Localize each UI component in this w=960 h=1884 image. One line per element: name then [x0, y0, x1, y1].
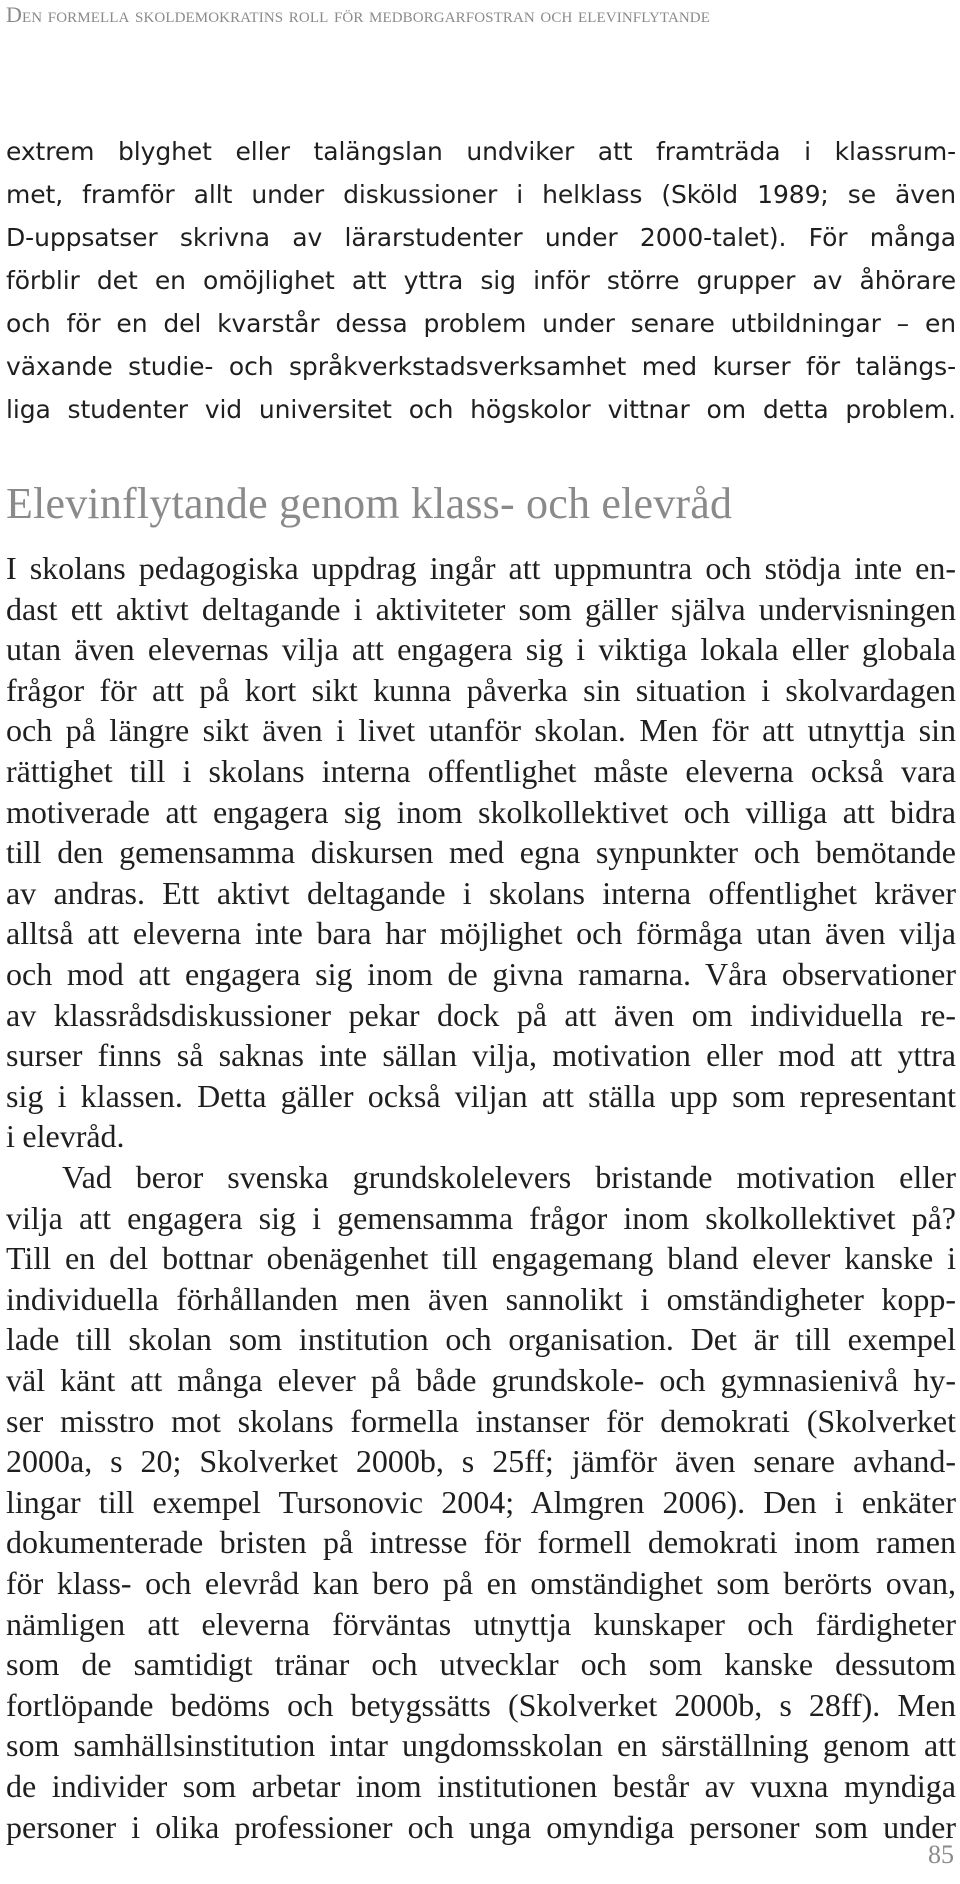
text-line: 2000a, s 20; Skolverket 2000b, s 25ff; jämför även senare avhand-	[6, 1443, 956, 1480]
text-line: som samhällsinstitution intar ungdomsskolan en särställning genom att	[6, 1727, 956, 1764]
paragraph-1	[6, 548, 956, 1157]
text-line: dokumenterade bristen på intresse för formell demokrati inom ramen	[6, 1524, 956, 1561]
text-line: D-uppsatser skrivna av lärarstudenter under 2000-talet). För många	[6, 223, 956, 252]
text-line: till den gemensamma diskursen med egna synpunkter och bemötande	[6, 834, 956, 871]
running-header: Den formella skoldemokratins roll för medborgarfostran och elevinflytande	[6, 2, 711, 27]
text-line: nämligen att eleverna förväntas utnyttja kunskaper och färdigheter	[6, 1605, 956, 1642]
text-line: och för en del kvarstår dessa problem under senare utbildningar – en	[6, 309, 956, 338]
text-line: liga studenter vid universitet och högskolor vittnar om detta problem.	[6, 395, 956, 424]
text-line: personer i olika professioner och unga omyndiga personer som under	[6, 1808, 956, 1845]
text-line: extrem blyghet eller talängslan undviker att framträda i klassrum-	[6, 137, 956, 166]
text-line: surser finns så saknas inte sällan vilja, motivation eller mod att yttra	[6, 1037, 956, 1074]
text-line: utan även elevernas vilja att engagera sig i viktiga lokala eller globala	[6, 631, 956, 668]
text-line: ser misstro mot skolans formella instanser för demokrati (Skolverket	[6, 1402, 956, 1439]
text-line: rättighet till i skolans interna offentlighet måste eleverna också vara	[6, 752, 956, 789]
text-line: lade till skolan som institution och organisation. Det är till exempel	[6, 1321, 956, 1358]
text-line: och på längre sikt även i livet utanför skolan. Men för att utnyttja sin	[6, 712, 956, 749]
paragraph-2	[6, 1157, 956, 1847]
text-line: dast ett aktivt deltagande i aktiviteter som gäller själva undervisningen	[6, 590, 956, 627]
text-line: av klassrådsdiskussioner pekar dock på att även om individuella re-	[6, 996, 956, 1033]
text-line: alltså att eleverna inte bara har möjlighet och förmåga utan även vilja	[6, 915, 956, 952]
text-line: förblir det en omöjlighet att yttra sig inför större grupper av åhörare	[6, 266, 956, 295]
text-line: de individer som arbetar inom institutionen består av vuxna myndiga	[6, 1767, 956, 1804]
text-line: av andras. Ett aktivt deltagande i skolans interna offentlighet kräver	[6, 874, 956, 911]
text-line: met, framför allt under diskussioner i helklass (Sköld 1989; se även	[6, 180, 956, 209]
text-line: sig i klassen. Detta gäller också viljan att ställa upp som representant	[6, 1077, 956, 1114]
text-line: vilja att engagera sig i gemensamma frågor inom skolkollektivet på?	[6, 1199, 956, 1236]
text-line: i elevråd.	[6, 1118, 125, 1155]
text-line: individuella förhållanden men även sannolikt i omständigheter kopp-	[6, 1280, 956, 1317]
text-line: och mod att engagera sig inom de givna ramarna. Våra observationer	[6, 955, 956, 992]
text-line: motiverade att engagera sig inom skolkollektivet och villiga att bidra	[6, 793, 956, 830]
page-number: 85	[928, 1840, 954, 1869]
text-line: frågor för att på kort sikt kunna påverka sin situation i skolvardagen	[6, 671, 956, 708]
text-line: växande studie- och språkverkstadsverksamhet med kurser för talängs-	[6, 352, 956, 381]
text-line: som de samtidigt tränar och utvecklar och som kanske dessutom	[6, 1646, 956, 1683]
text-line: fortlöpande bedöms och betygssätts (Skolverket 2000b, s 28ff). Men	[6, 1686, 956, 1723]
text-line: Till en del bottnar obenägenhet till engagemang bland elever kanske i	[6, 1240, 956, 1277]
text-line: för klass- och elevråd kan bero på en omständighet som berörts ovan,	[6, 1564, 956, 1601]
text-line: lingar till exempel Tursonovic 2004; Almgren 2006). Den i enkäter	[6, 1483, 956, 1520]
text-line: Vad beror svenska grundskolelevers bristande motivation eller	[62, 1159, 956, 1195]
section-heading: Elevinflytande genom klass- och elevråd	[6, 479, 733, 528]
text-line: väl känt att många elever på både grundskole- och gymnasienivå hy-	[6, 1361, 956, 1398]
continued-paragraph	[6, 130, 956, 431]
text-line: I skolans pedagogiska uppdrag ingår att uppmuntra och stödja inte en-	[6, 550, 956, 586]
